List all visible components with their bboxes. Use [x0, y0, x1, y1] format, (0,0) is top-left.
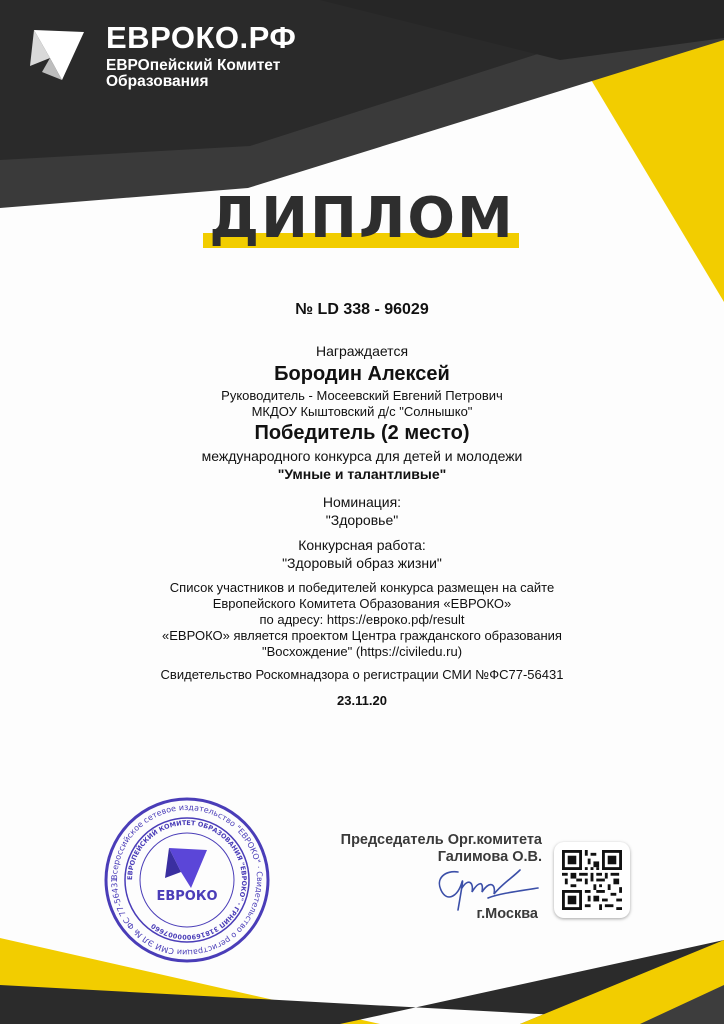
- svg-text:Всероссийское сетевое издатель: Всероссийское сетевое издательство "ЕВРОКО" · Свидетельство о регистрации СМИ ЭЛ № ФС 77-56431: [109, 802, 265, 958]
- diploma-heading: [0, 188, 724, 250]
- brand-subtitle: ЕВРОпейский Комитет Образования: [106, 57, 281, 90]
- qr-code[interactable]: [554, 842, 630, 918]
- contest-description: международного конкурса для детей и молодежи: [201, 448, 523, 464]
- paper-plane-icon: [28, 26, 88, 84]
- brand-title: ЕВРОКО.РФ: [106, 20, 297, 55]
- signature-city: г.Москва: [476, 906, 538, 922]
- info-line: "Восхождение" (https://civiledu.ru): [261, 644, 463, 659]
- diploma-number: № LD 338 - 96029: [295, 301, 429, 318]
- nomination: "Здоровье": [325, 512, 399, 528]
- title-text: ДИПЛОМ: [209, 186, 515, 251]
- award-title: Победитель (2 место): [254, 422, 470, 444]
- work-label: Конкурсная работа:: [298, 537, 426, 553]
- page-title: [203, 188, 520, 250]
- stamp-center-text: ЕВРОКО: [156, 889, 218, 904]
- info-line: «ЕВРОКО» является проектом Центра гражданского образования: [162, 628, 562, 643]
- info-line: Европейского Комитета Образования «ЕВРОКО»: [212, 596, 512, 611]
- registration-info: Свидетельство Роскомнадзора о регистрации СМИ №ФС77-56431: [160, 667, 564, 682]
- work-title: "Здоровый образ жизни": [282, 555, 442, 571]
- chairman-name: Галимова О.В.: [437, 849, 542, 865]
- info-line: Список участников и победителей конкурса размещен на сайте: [169, 580, 555, 595]
- nomination-label: Номинация:: [322, 494, 402, 510]
- chairman-title: Председатель Орг.комитета: [340, 832, 542, 848]
- issue-date: 23.11.20: [337, 693, 387, 708]
- contest-name: "Умные и талантливые": [277, 466, 447, 482]
- recipient-name: Бородин Алексей: [274, 363, 450, 385]
- organization: МКДОУ Кыштовский д/с "Солнышко": [251, 404, 473, 419]
- official-stamp: [103, 796, 271, 964]
- qr-code-icon: [562, 850, 622, 910]
- info-line: по адресу: https://евроко.рф/result: [259, 612, 465, 627]
- supervisor: Руководитель - Мосеевский Евгений Петрович: [221, 388, 503, 403]
- awarded-label: Награждается: [315, 343, 409, 359]
- svg-text:ЕВРОПЕЙСКИЙ КОМИТЕТ ОБРАЗОВАНИ: ЕВРОПЕЙСКИЙ КОМИТЕТ ОБРАЗОВАНИЯ "ЕВРОКО" · ГРНИП 318169000007660: [125, 818, 249, 942]
- brand-block: [106, 22, 326, 90]
